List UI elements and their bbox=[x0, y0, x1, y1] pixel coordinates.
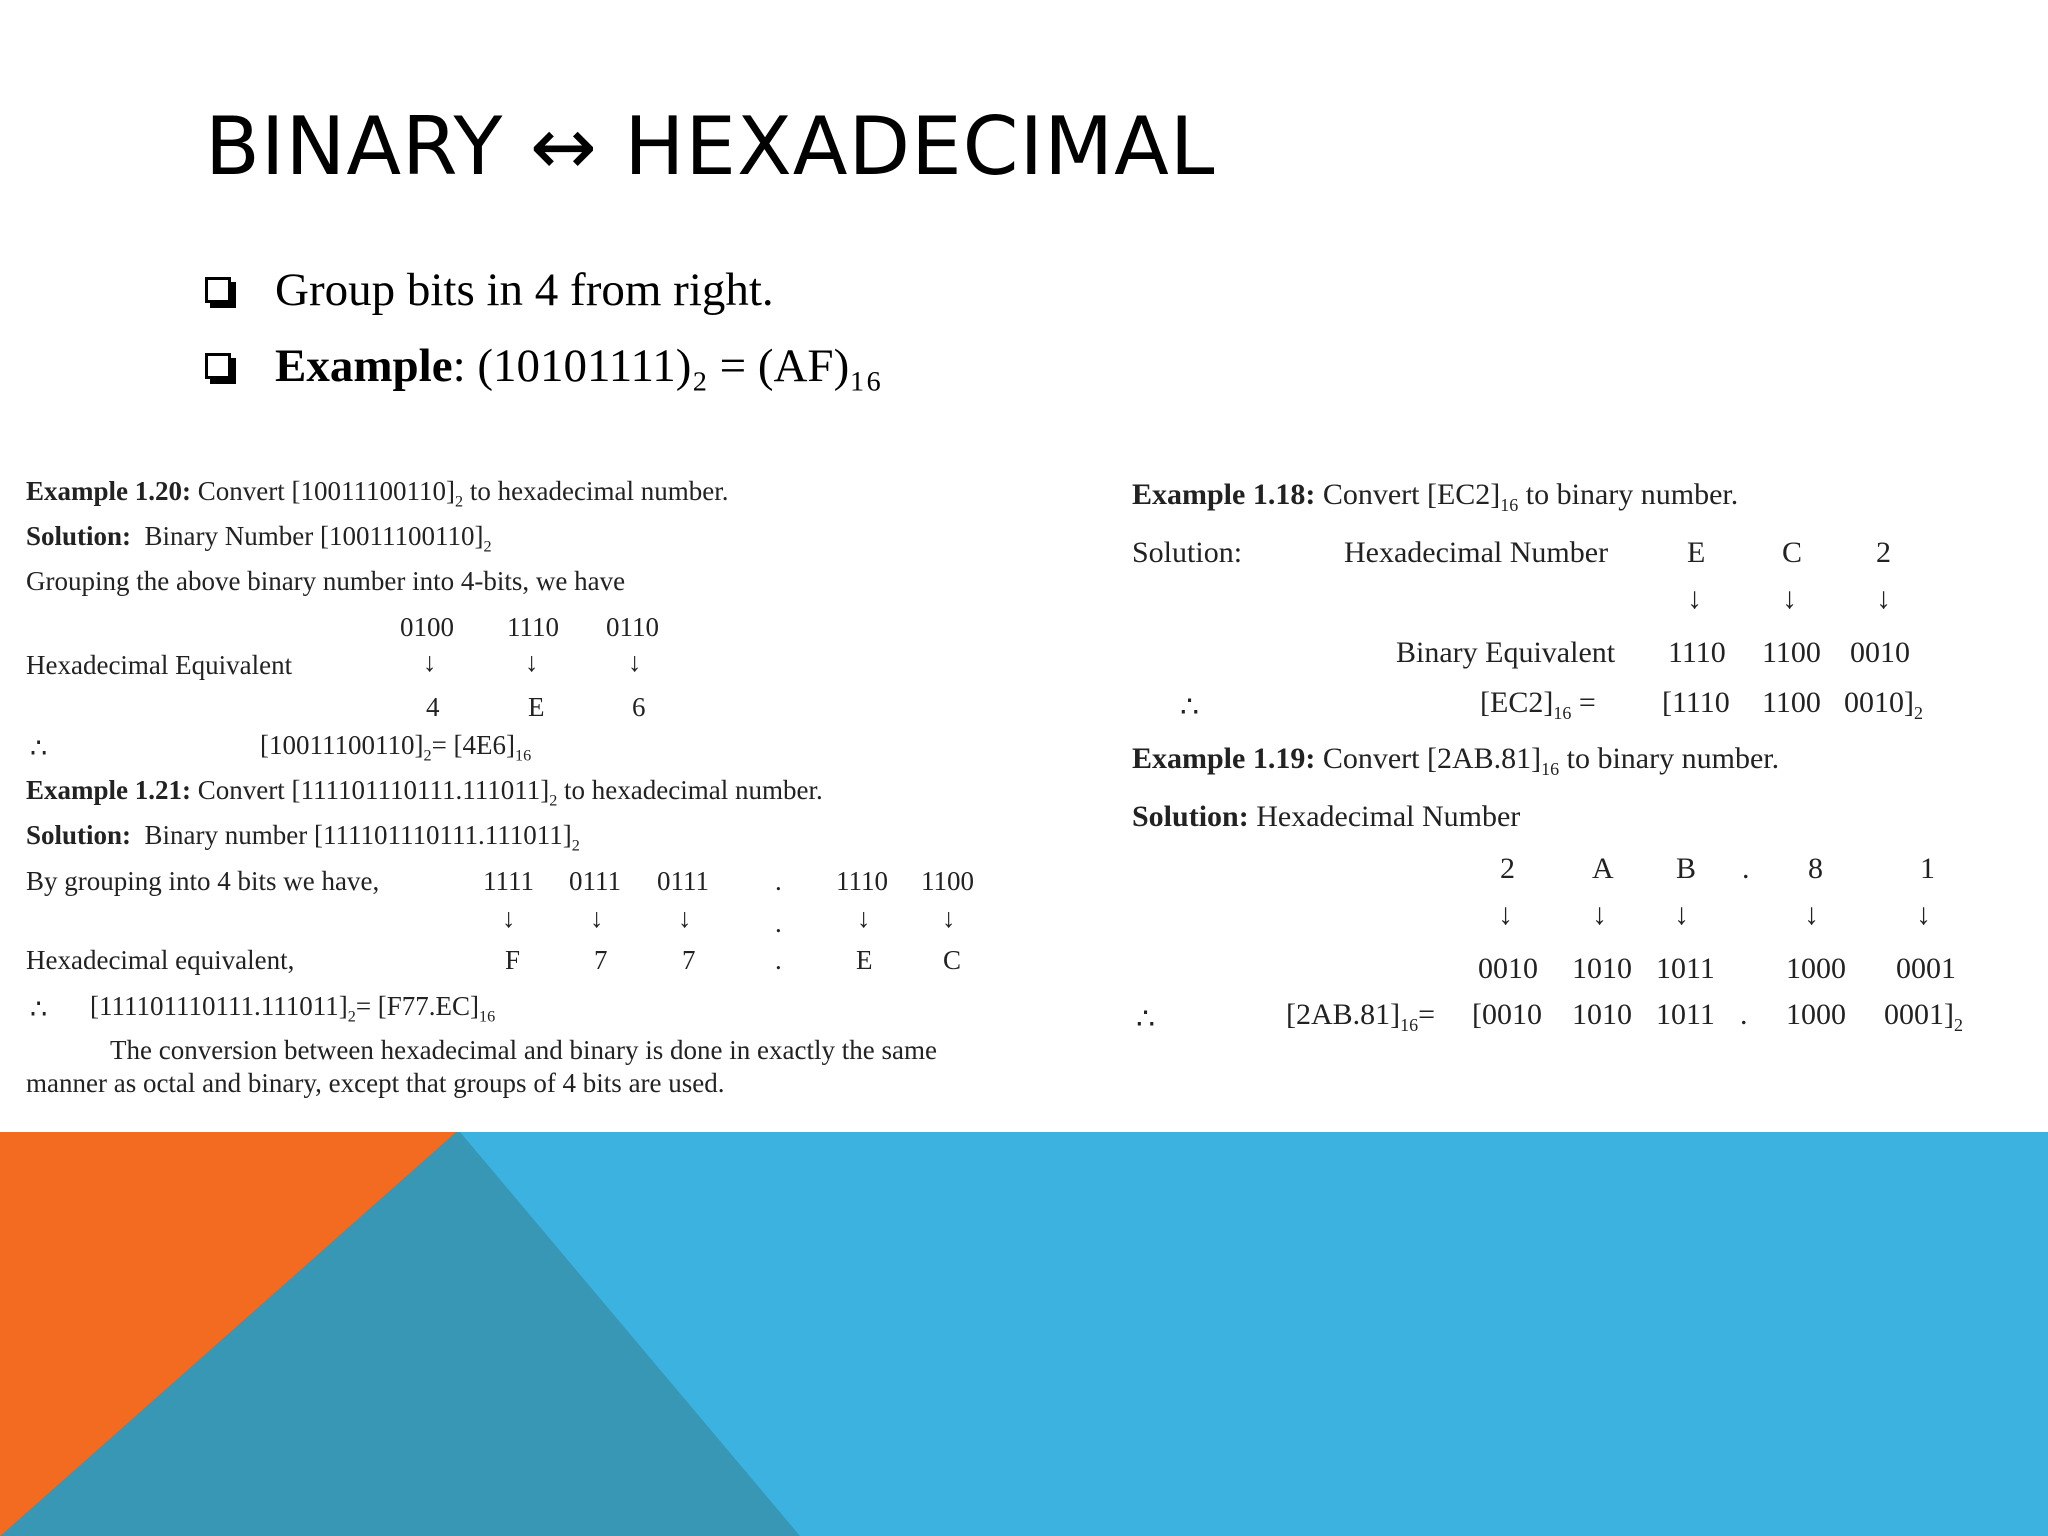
note-line: The conversion between hexadecimal and binary is done in exactly the same bbox=[110, 1035, 937, 1065]
arrow-down-icon: ↓ bbox=[1782, 582, 1797, 615]
checkbox-bullet-icon bbox=[205, 353, 231, 379]
ex19-hex: 1 bbox=[1920, 852, 1935, 885]
ex19-heading: Example 1.19: Convert $[2AB.81]_{16}$ to binary number. bbox=[1132, 742, 1780, 779]
ex21-hex: C bbox=[943, 945, 962, 975]
therefore-symbol: ∴ bbox=[1136, 1003, 1156, 1036]
ex20-group: 0100 bbox=[400, 612, 454, 642]
ex20-group: 1110 bbox=[507, 612, 559, 642]
arrow-down-icon: ↓ bbox=[502, 903, 516, 933]
ex18-hex: 2 bbox=[1876, 536, 1891, 569]
arrow-down-icon: ↓ bbox=[628, 647, 642, 677]
ex21-group: 1111 bbox=[483, 866, 534, 896]
ex21-hex: 7 bbox=[682, 945, 696, 975]
ex21-grouping: By grouping into 4 bits we have, bbox=[26, 866, 380, 896]
ex19-hex: . bbox=[1742, 852, 1750, 885]
arrow-down-icon: ↓ bbox=[1876, 582, 1891, 615]
ex19-hex: A bbox=[1592, 852, 1614, 885]
note-line: manner as octal and binary, except that groups of 4 bits are used. bbox=[26, 1068, 725, 1098]
ex19-result-val: . bbox=[1740, 998, 1748, 1031]
bullet-text: Example: (10101111)₂ = (AF)₁₆ bbox=[275, 340, 882, 392]
arrow-down-icon: ↓ bbox=[1674, 898, 1689, 931]
ex18-bin-label: Binary Equivalent bbox=[1396, 636, 1616, 669]
ex21-hex-label: Hexadecimal equivalent, bbox=[26, 945, 295, 975]
arrow-down-icon: ↓ bbox=[590, 903, 604, 933]
ex19-result-val: [0010 bbox=[1472, 998, 1542, 1031]
ex20-heading: Example 1.20: Convert $[10011100110]_2$ to hexadecimal number. bbox=[26, 476, 729, 511]
ex18-heading: Example 1.18: Convert $[EC2]_{16}$ to binary number. bbox=[1132, 478, 1739, 515]
ex21-group: 0111 bbox=[657, 866, 709, 896]
ex21-hex: . bbox=[775, 945, 782, 975]
dot-separator: . bbox=[775, 908, 782, 938]
ex20-grouping: Grouping the above binary number into 4-bits, we have bbox=[26, 566, 626, 596]
checkbox-bullet-icon bbox=[205, 277, 231, 303]
ex21-group: 1100 bbox=[921, 866, 974, 896]
ex18-hex: E bbox=[1687, 536, 1706, 569]
arrow-down-icon: ↓ bbox=[1592, 898, 1607, 931]
arrow-down-icon: ↓ bbox=[1498, 898, 1513, 931]
ex20-hex-label: Hexadecimal Equivalent bbox=[26, 650, 293, 680]
ex20-hex: 6 bbox=[632, 692, 646, 722]
ex18-solution: Solution: bbox=[1132, 536, 1243, 569]
arrow-down-icon: ↓ bbox=[678, 903, 692, 933]
ex20-result: $[10011100110]_2= [4E6]_{16}$ bbox=[260, 730, 532, 765]
arrow-down-icon: ↓ bbox=[857, 903, 871, 933]
ex19-hex: 2 bbox=[1500, 852, 1515, 885]
bullet-text: Group bits in 4 from right. bbox=[275, 264, 774, 316]
therefore-symbol: ∴ bbox=[1180, 691, 1200, 724]
ex21-group: . bbox=[775, 866, 782, 896]
arrow-down-icon: ↓ bbox=[1804, 898, 1819, 931]
slide-title: BINARY ↔ HEXADECIMAL bbox=[205, 100, 1216, 193]
arrow-down-icon: ↓ bbox=[423, 647, 437, 677]
ex18-hex-label: Hexadecimal Number bbox=[1344, 536, 1609, 569]
ex19-solution: Solution: Hexadecimal Number bbox=[1132, 800, 1521, 833]
ex18-result-val: $0010]_2$ bbox=[1844, 686, 1923, 723]
ex18-bin: 1100 bbox=[1762, 636, 1821, 669]
ex21-hex: F bbox=[505, 945, 521, 975]
ex21-result: $[111101110111.111011]_2= [F77.EC]_{16}$ bbox=[90, 991, 496, 1026]
ex18-hex: C bbox=[1782, 536, 1803, 569]
ex18-result-val: [1110 bbox=[1662, 686, 1730, 719]
bullet-list bbox=[205, 252, 882, 404]
arrow-down-icon: ↓ bbox=[1687, 582, 1702, 615]
ex21-group: 1110 bbox=[836, 866, 888, 896]
ex19-result-val: 1010 bbox=[1572, 998, 1632, 1031]
ex19-result-val: 1011 bbox=[1656, 998, 1715, 1031]
ex20-hex: E bbox=[528, 692, 545, 722]
ex21-solution: Solution: Binary number $[111101110111.111011]_2$ bbox=[26, 820, 580, 855]
ex19-hex: 8 bbox=[1808, 852, 1823, 885]
ex19-bin: 1010 bbox=[1572, 952, 1632, 985]
ex20-group: 0110 bbox=[606, 612, 659, 642]
bullet-item bbox=[205, 252, 882, 328]
ex20-hex: 4 bbox=[426, 692, 440, 722]
ex19-bin: 1000 bbox=[1786, 952, 1846, 985]
bullet-bold: Example bbox=[275, 340, 453, 392]
ex19-result-val: 1000 bbox=[1786, 998, 1846, 1031]
ex18-result-val: 1100 bbox=[1762, 686, 1821, 719]
arrow-down-icon: ↓ bbox=[942, 903, 956, 933]
therefore-symbol: ∴ bbox=[30, 733, 48, 763]
ex19-bin: 1011 bbox=[1656, 952, 1715, 985]
arrow-down-icon: ↓ bbox=[1916, 898, 1931, 931]
ex21-hex: E bbox=[856, 945, 873, 975]
ex18-result-lhs: $[EC2]_{16}$ = bbox=[1480, 686, 1596, 723]
ex19-bin: 0001 bbox=[1896, 952, 1956, 985]
ex20-solution: Solution: Binary Number $[10011100110]_2$ bbox=[26, 521, 492, 556]
ex19-result-val: $0001]_2$ bbox=[1884, 998, 1963, 1035]
ex21-heading: Example 1.21: Convert $[111101110111.111011]_2$ to hexadecimal number. bbox=[26, 775, 823, 810]
ex21-group: 0111 bbox=[569, 866, 621, 896]
arrow-down-icon: ↓ bbox=[525, 647, 539, 677]
therefore-symbol: ∴ bbox=[30, 994, 48, 1024]
ex19-bin: 0010 bbox=[1478, 952, 1538, 985]
ex18-bin: 0010 bbox=[1850, 636, 1910, 669]
ex19-result-lhs: $[2AB.81]_{16}=$ bbox=[1286, 998, 1436, 1035]
ex21-hex: 7 bbox=[594, 945, 608, 975]
bullet-item bbox=[205, 328, 882, 404]
ex19-hex: B bbox=[1676, 852, 1697, 885]
ex18-bin: 1110 bbox=[1668, 636, 1726, 669]
